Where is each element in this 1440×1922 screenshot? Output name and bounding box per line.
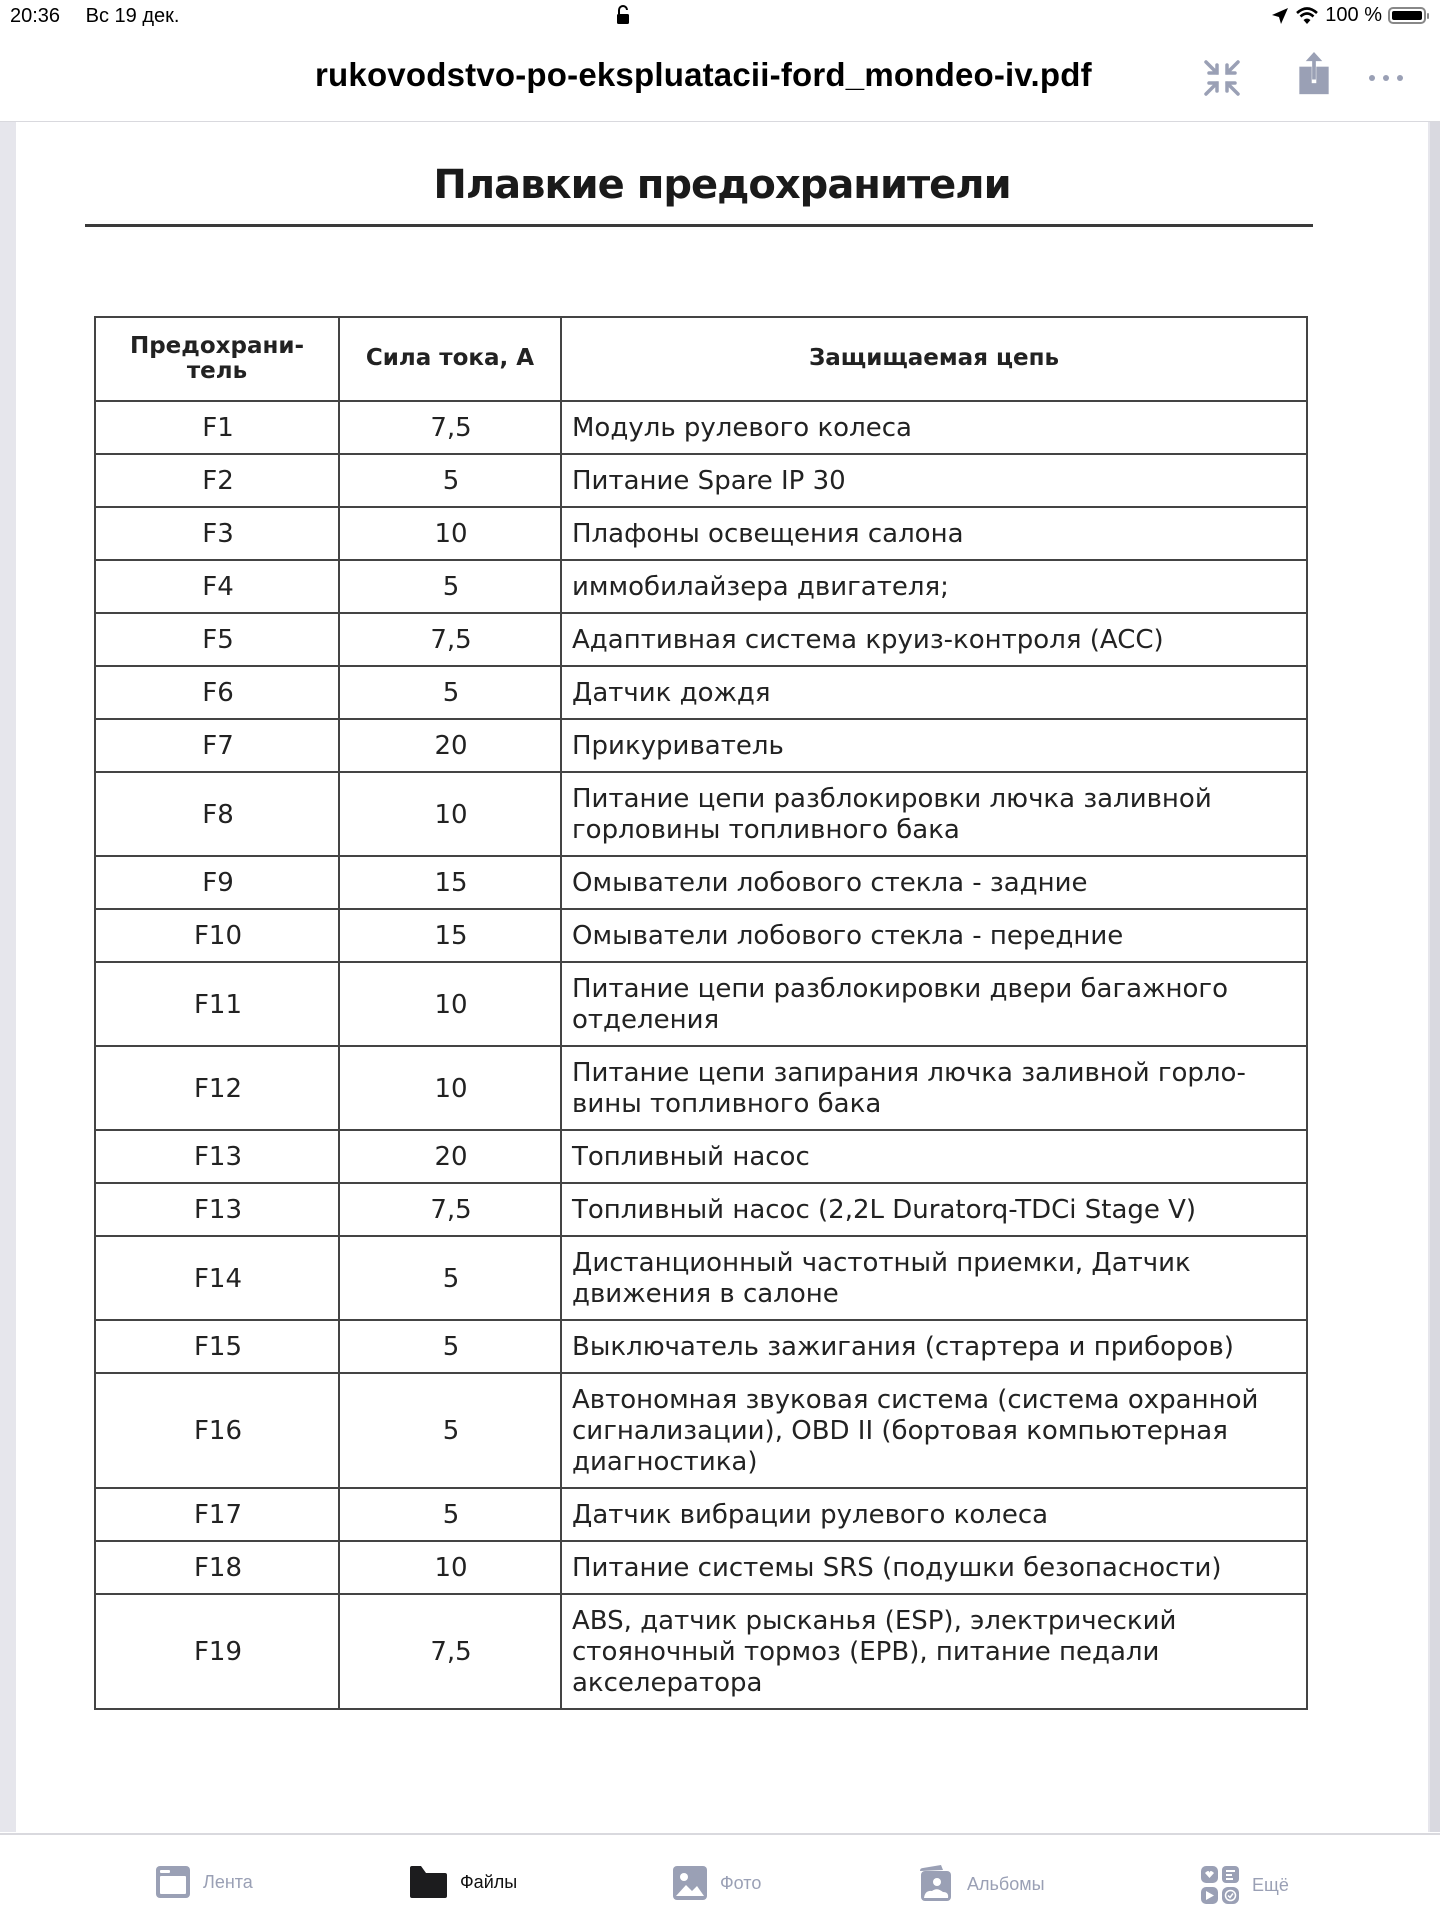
circuit-cell: Топливный насос: [561, 1130, 1307, 1183]
circuit-cell: Питание системы SRS (подушки безопасности): [561, 1541, 1307, 1594]
amps-cell: 15: [339, 856, 561, 909]
fuse-cell: F9: [95, 856, 339, 909]
fuse-cell: F17: [95, 1488, 339, 1541]
scrollbar-track[interactable]: [1430, 122, 1440, 1832]
table-row: [95, 507, 1307, 560]
amps-cell: 10: [339, 772, 561, 856]
tab-albums[interactable]: [917, 1865, 1045, 1903]
table-row: [95, 962, 1307, 1046]
table-row: [95, 1373, 1307, 1488]
circuit-cell: Модуль рулевого колеса: [561, 401, 1307, 454]
location-icon: [1271, 7, 1289, 25]
amps-cell: 5: [339, 1488, 561, 1541]
circuit-cell: Дистанционный частотный приемки, Датчик движения в салоне: [561, 1236, 1307, 1320]
amps-cell: 7,5: [339, 1594, 561, 1709]
status-left: [10, 5, 199, 28]
tab-label: Ещё: [1252, 1874, 1289, 1895]
amps-cell: 20: [339, 719, 561, 772]
pdf-page: [16, 122, 1428, 1832]
circuit-cell: Плафоны освещения салона: [561, 507, 1307, 560]
folder-icon: [408, 1865, 448, 1899]
amps-cell: 10: [339, 1541, 561, 1594]
table-row: [95, 1236, 1307, 1320]
circuit-cell: Датчик вибрации рулевого колеса: [561, 1488, 1307, 1541]
wifi-icon: [1295, 7, 1319, 25]
lock-icon: [616, 5, 630, 25]
table-row: [95, 1130, 1307, 1183]
circuit-cell: Датчик дождя: [561, 666, 1307, 719]
fuse-cell: F1: [95, 401, 339, 454]
amps-cell: 5: [339, 666, 561, 719]
tab-label: Лента: [203, 1871, 253, 1892]
collapse-icon[interactable]: [1200, 56, 1244, 100]
feed-icon: [155, 1865, 191, 1899]
header-fuse: Предохрани-тель: [95, 317, 339, 401]
tab-more[interactable]: [1200, 1865, 1289, 1905]
table-row: [95, 1320, 1307, 1373]
amps-cell: 5: [339, 1236, 561, 1320]
amps-cell: 10: [339, 507, 561, 560]
page-title: Плавкие предохранители: [433, 162, 1011, 208]
circuit-cell: Автономная звуковая система (система охранной сигнализации), OBD II (бортовая компьютерная диагностика): [561, 1373, 1307, 1488]
table-row: [95, 909, 1307, 962]
table-row: [95, 613, 1307, 666]
fuse-cell: F4: [95, 560, 339, 613]
battery-icon: [1388, 7, 1426, 24]
circuit-cell: Питание цепи запирания лючка заливной горло-вины топливного бака: [561, 1046, 1307, 1130]
title-divider: [85, 224, 1313, 227]
circuit-cell: Омыватели лобового стекла - передние: [561, 909, 1307, 962]
header-amps: Сила тока, А: [339, 317, 561, 401]
photo-icon: [672, 1865, 708, 1901]
circuit-cell: Питание цепи разблокировки двери багажного отделения: [561, 962, 1307, 1046]
table-row: [95, 1488, 1307, 1541]
fuse-table: [94, 316, 1308, 1710]
status-right: [1271, 4, 1426, 27]
more-apps-icon: [1200, 1865, 1240, 1905]
circuit-cell: Адаптивная система круиз-контроля (ACC): [561, 613, 1307, 666]
battery-percent: 100 %: [1325, 4, 1382, 26]
fuse-cell: F12: [95, 1046, 339, 1130]
table-row: [95, 1183, 1307, 1236]
fuse-cell: F13: [95, 1130, 339, 1183]
circuit-cell: Омыватели лобового стекла - задние: [561, 856, 1307, 909]
circuit-cell: иммобилайзера двигателя;: [561, 560, 1307, 613]
battery-fill: [1392, 11, 1422, 20]
amps-cell: 5: [339, 560, 561, 613]
table-row: [95, 454, 1307, 507]
table-row: [95, 560, 1307, 613]
fuse-cell: F11: [95, 962, 339, 1046]
circuit-cell: Топливный насос (2,2L Duratorq-TDCi Stage V): [561, 1183, 1307, 1236]
circuit-cell: ABS, датчик рысканья (ESP), электрический стояночный тормоз (EPB), питание педали акселератора: [561, 1594, 1307, 1709]
fuse-cell: F8: [95, 772, 339, 856]
fuse-cell: F5: [95, 613, 339, 666]
fuse-cell: F10: [95, 909, 339, 962]
status-date: Вс 19 дек.: [85, 5, 180, 27]
fuse-cell: F3: [95, 507, 339, 560]
table-row: [95, 856, 1307, 909]
status-time: 20:36: [10, 5, 61, 27]
amps-cell: 7,5: [339, 613, 561, 666]
amps-cell: 5: [339, 1320, 561, 1373]
amps-cell: 20: [339, 1130, 561, 1183]
nav-bar: [0, 34, 1440, 123]
tab-photos[interactable]: [672, 1865, 761, 1901]
table-row: [95, 719, 1307, 772]
fuse-cell: F15: [95, 1320, 339, 1373]
table-row: [95, 1541, 1307, 1594]
more-icon[interactable]: [1364, 56, 1408, 100]
fuse-cell: F6: [95, 666, 339, 719]
circuit-cell: Выключатель зажигания (стартера и приборов): [561, 1320, 1307, 1373]
amps-cell: 10: [339, 1046, 561, 1130]
tab-label: Фото: [720, 1872, 762, 1893]
tab-bar: [0, 1833, 1440, 1922]
albums-icon: [917, 1865, 955, 1903]
circuit-cell: Прикуриватель: [561, 719, 1307, 772]
document-filename: rukovodstvo-po-ekspluatacii-ford_mondeo-iv.pdf: [315, 56, 1092, 93]
fuse-cell: F16: [95, 1373, 339, 1488]
header-circuit: Защищаемая цепь: [561, 317, 1307, 401]
circuit-cell: Питание цепи разблокировки лючка заливной горловины топливного бака: [561, 772, 1307, 856]
table-row: [95, 401, 1307, 454]
fuse-cell: F19: [95, 1594, 339, 1709]
table-row: [95, 1594, 1307, 1709]
fuse-cell: F13: [95, 1183, 339, 1236]
fuse-cell: F14: [95, 1236, 339, 1320]
table-row: [95, 772, 1307, 856]
table-header-row: [95, 317, 1307, 401]
fuse-cell: F7: [95, 719, 339, 772]
tab-feed[interactable]: [155, 1865, 253, 1899]
amps-cell: 5: [339, 1373, 561, 1488]
status-bar: [0, 0, 1440, 34]
fuse-cell: F2: [95, 454, 339, 507]
amps-cell: 10: [339, 962, 561, 1046]
amps-cell: 7,5: [339, 1183, 561, 1236]
amps-cell: 5: [339, 454, 561, 507]
table-row: [95, 1046, 1307, 1130]
tab-label: Файлы: [460, 1871, 518, 1892]
tab-files[interactable]: [408, 1865, 517, 1899]
amps-cell: 7,5: [339, 401, 561, 454]
table-row: [95, 666, 1307, 719]
fuse-table-body: [95, 401, 1307, 1709]
fuse-cell: F18: [95, 1541, 339, 1594]
circuit-cell: Питание Spare IP 30: [561, 454, 1307, 507]
document-viewer[interactable]: [0, 122, 1440, 1832]
tab-label: Альбомы: [967, 1873, 1045, 1894]
amps-cell: 15: [339, 909, 561, 962]
share-icon[interactable]: [1292, 52, 1336, 96]
